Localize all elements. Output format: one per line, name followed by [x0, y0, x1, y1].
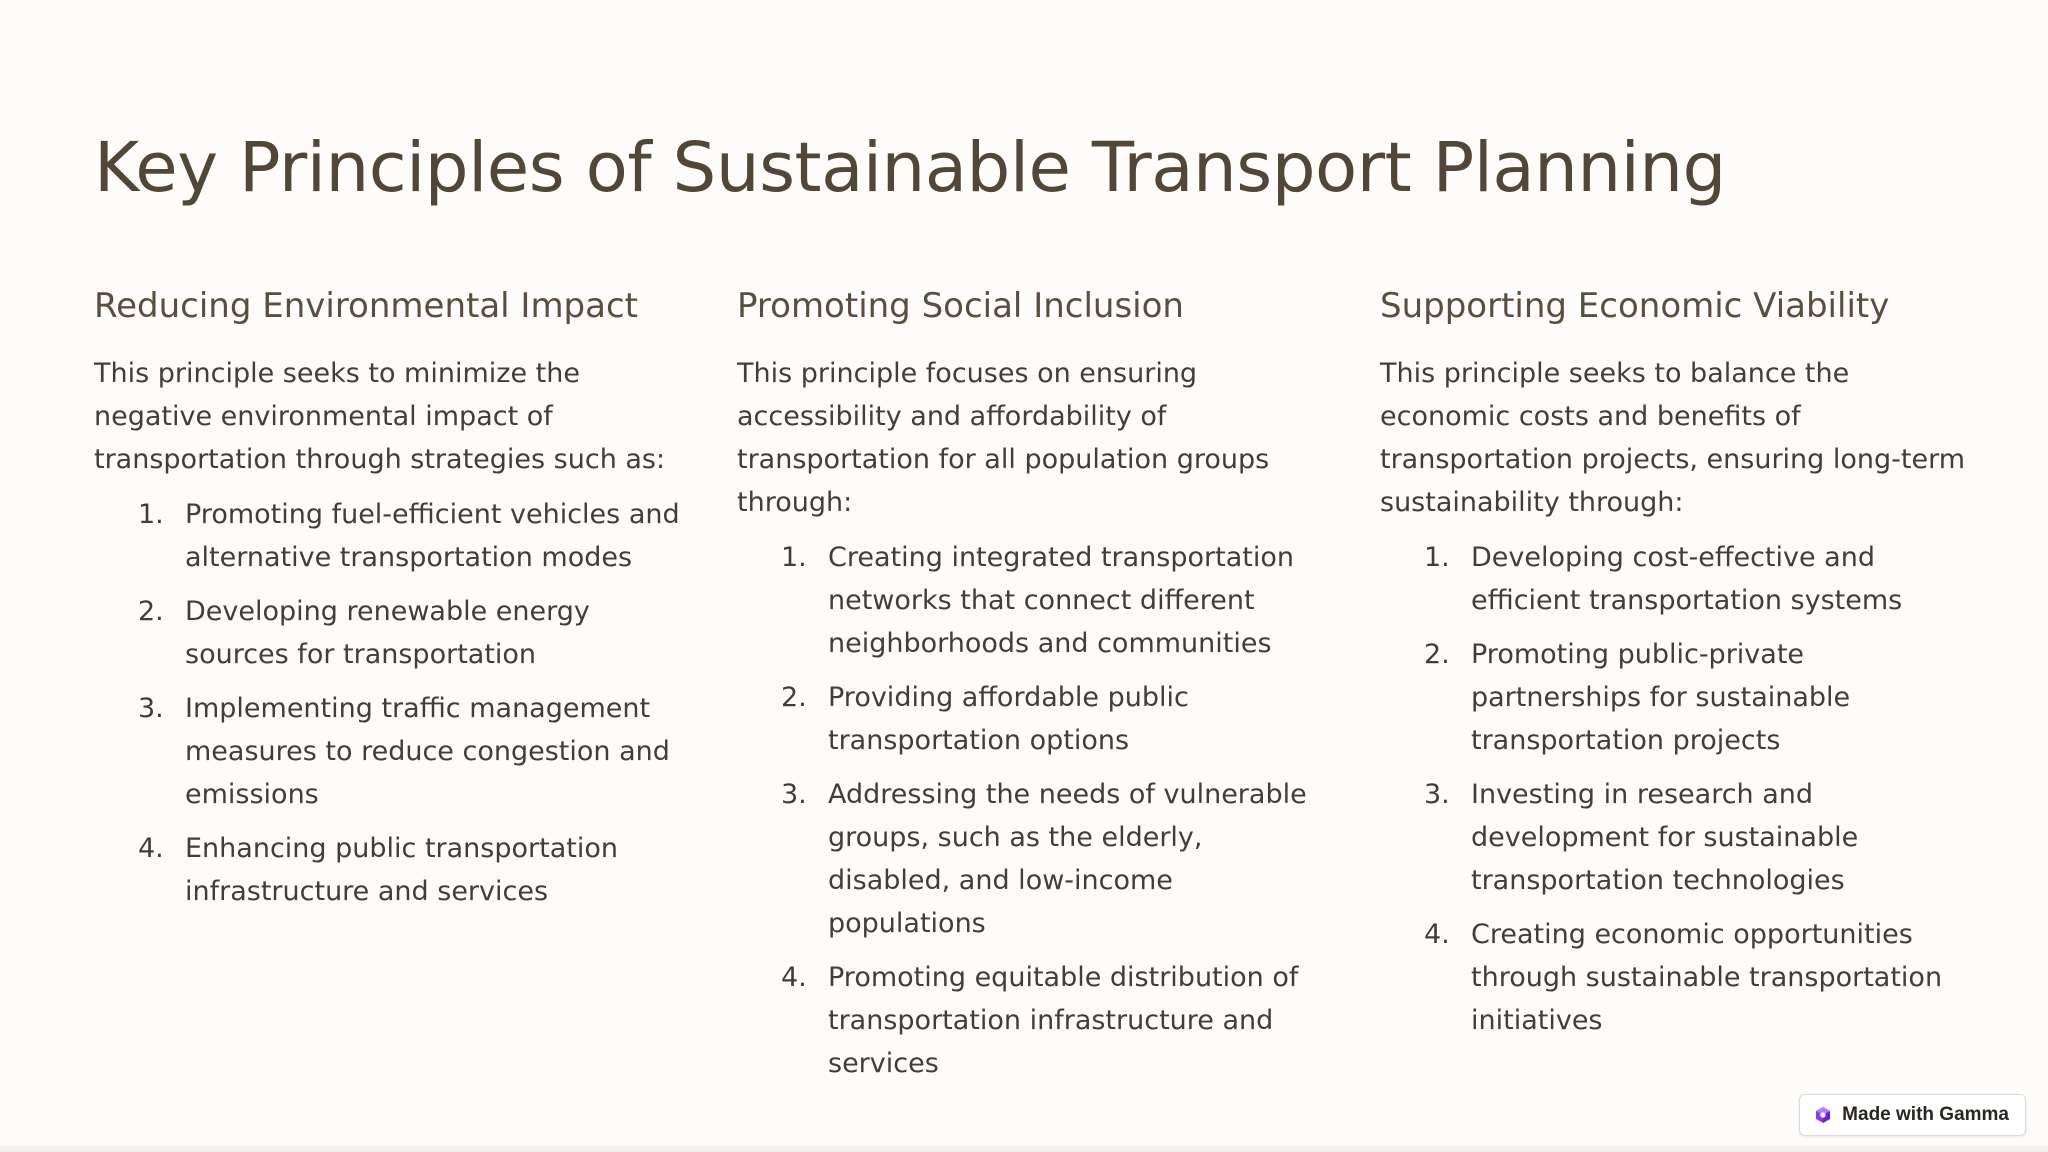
principle-column-environmental — [94, 280, 684, 924]
column-intro: This principle seeks to minimize the negative environmental impact of transportation through strategies such as: — [94, 358, 666, 475]
principle-column-economic — [1380, 280, 1970, 1053]
column-intro: This principle focuses on ensuring accessibility and affordability of transportation for all population groups through: — [737, 358, 1270, 518]
list-item-text: Developing renewable energy sources for transportation — [185, 596, 590, 670]
list-number: 2. — [781, 682, 807, 713]
list-item — [1380, 536, 1970, 622]
list-item-text: Developing cost-effective and efficient transportation systems — [1471, 542, 1903, 616]
column-heading: Promoting Social Inclusion — [737, 286, 1184, 326]
gamma-logo-icon — [1814, 1106, 1832, 1124]
list-number: 1. — [1424, 542, 1450, 573]
list-number: 4. — [781, 962, 807, 993]
list-item-text: Promoting fuel-efficient vehicles and alternative transportation modes — [185, 499, 680, 573]
badge-label: Made with Gamma — [1842, 1104, 2009, 1125]
list-item-text: Promoting public-private partnerships for sustainable transportation projects — [1471, 639, 1851, 756]
list-item — [94, 687, 684, 816]
list-number: 1. — [138, 499, 164, 530]
list-item — [1380, 633, 1970, 762]
made-with-gamma-badge[interactable] — [1799, 1094, 2026, 1136]
list-item-text: Creating economic opportunities through sustainable transportation initiatives — [1471, 919, 1943, 1036]
list-item-text: Addressing the needs of vulnerable groups, such as the elderly, disabled, and low-income populations — [828, 779, 1307, 939]
list-number: 3. — [781, 779, 807, 810]
column-intro: This principle seeks to balance the economic costs and benefits of transportation projects, ensuring long-term sustainability through: — [1380, 358, 1966, 518]
principle-column-social — [737, 280, 1327, 1096]
list-number: 1. — [781, 542, 807, 573]
list-item — [1380, 913, 1970, 1042]
list-item — [1380, 773, 1970, 902]
list-item — [94, 827, 684, 913]
list-number: 3. — [138, 693, 164, 724]
column-heading: Supporting Economic Viability — [1380, 286, 1890, 326]
list-number: 4. — [1424, 919, 1450, 950]
strategy-list — [1380, 536, 1970, 1042]
list-item-text: Implementing traffic management measures to reduce congestion and emissions — [185, 693, 670, 810]
list-item-text: Promoting equitable distribution of transportation infrastructure and services — [828, 962, 1299, 1079]
list-item-text: Providing affordable public transportation options — [828, 682, 1189, 756]
list-item-text: Investing in research and development for sustainable transportation technologies — [1471, 779, 1859, 896]
list-item — [737, 676, 1327, 762]
strategy-list — [94, 493, 684, 913]
list-item-text: Enhancing public transportation infrastructure and services — [185, 833, 618, 907]
list-item — [737, 536, 1327, 665]
list-number: 3. — [1424, 779, 1450, 810]
list-item — [94, 493, 684, 579]
list-number: 2. — [1424, 639, 1450, 670]
slide-title: Key Principles of Sustainable Transport Planning — [94, 128, 1726, 208]
list-item — [737, 773, 1327, 945]
list-number: 4. — [138, 833, 164, 864]
list-number: 2. — [138, 596, 164, 627]
strategy-list — [737, 536, 1327, 1085]
list-item — [94, 590, 684, 676]
list-item — [737, 956, 1327, 1085]
column-heading: Reducing Environmental Impact — [94, 286, 638, 326]
bottom-divider — [0, 1146, 2048, 1152]
list-item-text: Creating integrated transportation networks that connect different neighborhoods and communities — [828, 542, 1294, 659]
